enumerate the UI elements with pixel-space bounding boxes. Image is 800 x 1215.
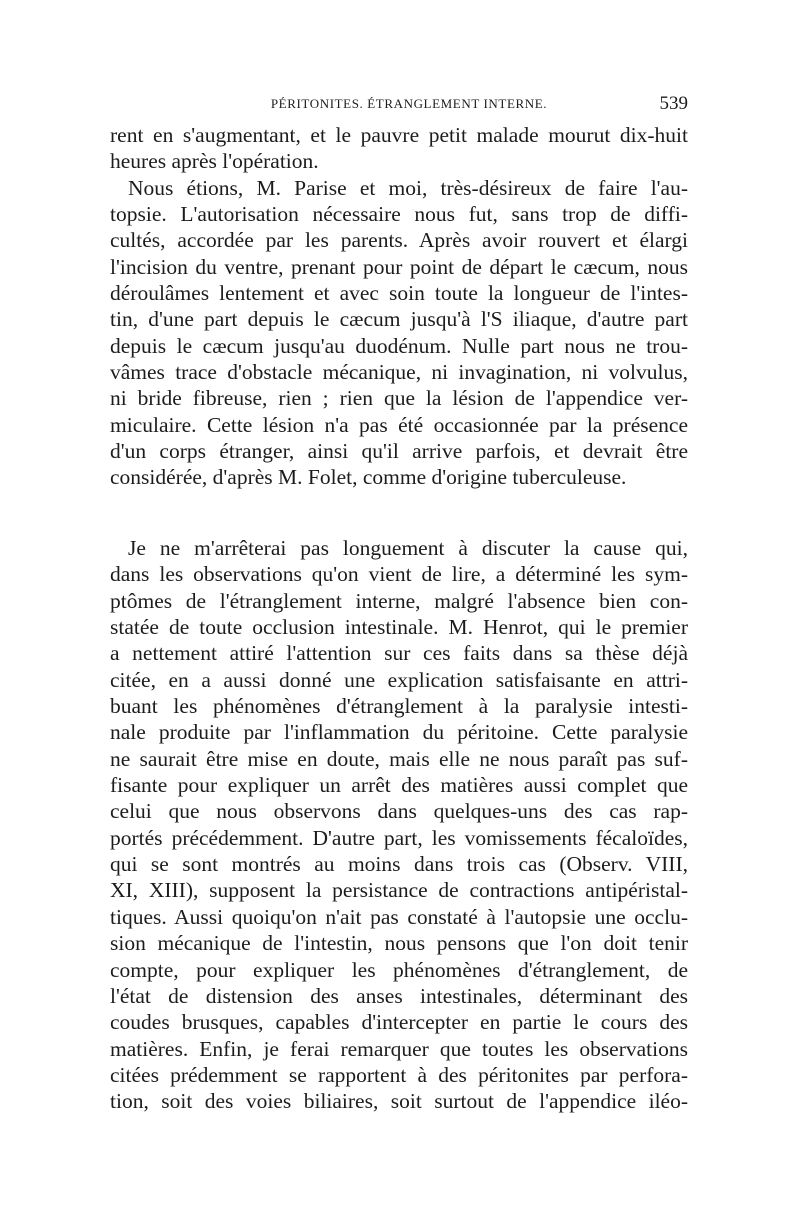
text-line: compte, pour expliquer les phénomènes d'étranglement, de xyxy=(110,957,688,982)
text-line: ptômes de l'étranglement interne, malgré l'absence bien con- xyxy=(110,588,688,613)
text-block-lower xyxy=(110,535,688,1115)
text-line: tiques. Aussi quoiqu'on n'ait pas constaté à l'autopsie une occlu- xyxy=(110,904,688,929)
text-line: tion, soit des voies biliaires, soit surtout de l'appendice iléo- xyxy=(110,1089,688,1114)
text-line: déroulâmes lentement et avec soin toute la longueur de l'intes- xyxy=(110,281,688,306)
text-line: a nettement attiré l'attention sur ces faits dans sa thèse déjà xyxy=(110,641,688,666)
text-line: ni bride fibreuse, rien ; rien que la lésion de l'appendice ver- xyxy=(110,386,688,411)
text-line: d'un corps étranger, ainsi qu'il arrive parfois, et devrait être xyxy=(110,439,688,464)
text-line: celui que nous observons dans quelques-uns des cas rap- xyxy=(110,799,688,824)
text-block-upper xyxy=(110,122,688,491)
text-line: Je ne m'arrêterai pas longuement à discuter la cause qui, xyxy=(128,536,688,560)
running-head xyxy=(110,93,688,120)
text-line: nale produite par l'inflammation du péritoine. Cette paralysie xyxy=(110,720,688,745)
running-title: PÉRITONITES. ÉTRANGLEMENT INTERNE. xyxy=(270,96,548,111)
text-line: Nous étions, M. Parise et moi, très-désireux de faire l'au- xyxy=(128,175,688,200)
text-line: l'incision du ventre, prenant pour point de départ le cæcum, nous xyxy=(110,254,688,279)
text-line: XI, XIII), supposent la persistance de contractions antipéristal- xyxy=(110,878,688,903)
text-line: vâmes trace d'obstacle mécanique, ni invagination, ni volvulus, xyxy=(110,360,688,385)
text-line: qui se sont montrés au moins dans trois cas (Observ. VIII, xyxy=(110,852,688,877)
text-line: considérée, d'après M. Folet, comme d'origine tuberculeuse. xyxy=(110,465,627,490)
text-line: dans les observations qu'on vient de lire, a déterminé les sym- xyxy=(110,562,688,587)
text-line: l'état de distension des anses intestinales, déterminant des xyxy=(110,983,688,1008)
text-line: buant les phénomènes d'étranglement à la paralysie intesti- xyxy=(110,694,688,719)
text-line: coudes brusques, capables d'intercepter en partie le cours des xyxy=(110,1010,688,1035)
page-number: 539 xyxy=(659,93,688,114)
text-line: citée, en a aussi donné une explication satisfaisante en attri- xyxy=(110,667,688,692)
text-line: fisante pour expliquer un arrêt des matières aussi complet que xyxy=(110,773,688,798)
text-line: depuis le cæcum jusqu'au duodénum. Nulle part nous ne trou- xyxy=(110,333,688,358)
text-line: miculaire. Cette lésion n'a pas été occasionnée par la présence xyxy=(110,412,688,437)
text-line: portés précédemment. D'autre part, les vomissements fécaloïdes, xyxy=(110,825,688,850)
text-line: tin, d'une part depuis le cæcum jusqu'à l'S iliaque, d'autre part xyxy=(110,307,688,332)
text-line: sion mécanique de l'intestin, nous pensons que l'on doit tenir xyxy=(110,931,688,956)
text-line: heures après l'opération. xyxy=(110,149,319,174)
text-line: matières. Enfin, je ferai remarquer que toutes les observations xyxy=(110,1036,688,1061)
text-line: citées prédemment se rapportent à des péritonites par perfora- xyxy=(110,1062,688,1087)
text-line: ne saurait être mise en doute, mais elle ne nous paraît pas suf- xyxy=(110,746,688,771)
text-line: cultés, accordée par les parents. Après avoir rouvert et élargi xyxy=(110,228,688,253)
text-line: rent en s'augmentant, et le pauvre petit malade mourut dix-huit xyxy=(110,123,688,147)
text-line: statée de toute occlusion intestinale. M. Henrot, qui le premier xyxy=(110,615,688,640)
text-line: topsie. L'autorisation nécessaire nous fut, sans trop de diffi- xyxy=(110,202,688,227)
